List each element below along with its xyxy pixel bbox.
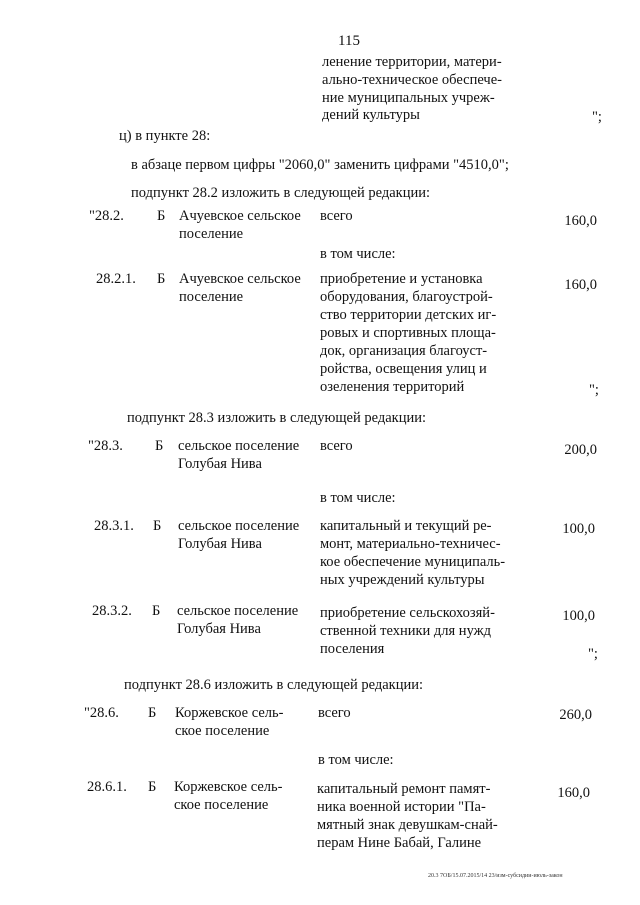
row-amount: 160,0 xyxy=(564,213,597,229)
item-heading: ц) в пункте 28: xyxy=(119,128,211,144)
row-purpose: ственной техники для нужд xyxy=(320,623,492,639)
row-name: Коржевское сель- xyxy=(174,779,283,795)
row-code: 28.2.1. xyxy=(96,271,136,287)
row-name: Ачуевское сельское xyxy=(179,208,301,224)
row-purpose: ника военной истории "Па- xyxy=(317,799,486,815)
row-name: сельское поселение xyxy=(178,438,300,454)
text-line: ально-техническое обеспече- xyxy=(322,72,502,88)
subpoint-intro: подпункт 28.3 изложить в следующей редакции: xyxy=(127,410,427,426)
row-code: "28.3. xyxy=(88,438,123,454)
row-letter: Б xyxy=(152,603,161,619)
row-name: Ачуевское сельское xyxy=(179,271,301,287)
including-label: в том числе: xyxy=(320,490,396,506)
row-purpose: док, организация благоуст- xyxy=(320,343,488,359)
row-purpose: капитальный ремонт памят- xyxy=(317,781,491,797)
row-letter: Б xyxy=(155,438,164,454)
row-name: поселение xyxy=(179,289,244,305)
row-amount: 260,0 xyxy=(559,707,592,723)
paragraph: в абзаце первом цифры "2060,0" заменить цифрами "4510,0"; xyxy=(131,157,509,173)
row-code: 28.3.1. xyxy=(94,518,134,534)
row-purpose: поселения xyxy=(320,641,385,657)
row-amount: 160,0 xyxy=(557,785,590,801)
closing-quote-mark: "; xyxy=(592,109,602,125)
row-purpose: монт, материально-техничес- xyxy=(320,536,501,552)
row-name: ское поселение xyxy=(174,797,269,813)
subpoint-intro: подпункт 28.2 изложить в следующей редакции: xyxy=(131,185,431,201)
subpoint-intro: подпункт 28.6 изложить в следующей редакции: xyxy=(124,677,424,693)
row-name: сельское поселение xyxy=(178,518,300,534)
row-purpose: приобретение сельскохозяй- xyxy=(320,605,495,621)
row-purpose: ройства, освещения улиц и xyxy=(320,361,487,377)
row-purpose: мятный знак девушкам-снай- xyxy=(317,817,498,833)
row-amount: 160,0 xyxy=(564,277,597,293)
row-letter: Б xyxy=(157,208,166,224)
row-purpose: оборудования, благоустрой- xyxy=(320,289,493,305)
row-code: "28.2. xyxy=(89,208,124,224)
page-number: 115 xyxy=(338,33,360,49)
row-purpose: приобретение и установка xyxy=(320,271,483,287)
row-purpose: ровых и спортивных площа- xyxy=(320,325,496,341)
row-purpose: всего xyxy=(320,208,353,224)
row-purpose: ство территории детских иг- xyxy=(320,307,497,323)
text-line: ленение территории, матери- xyxy=(322,54,502,70)
row-purpose: всего xyxy=(320,438,353,454)
including-label: в том числе: xyxy=(320,246,396,262)
row-name: Коржевское сель- xyxy=(175,705,284,721)
row-purpose: капитальный и текущий ре- xyxy=(320,518,492,534)
footer-file-reference: 20.3 7ОБ/15.07.2015/14 23/изм-субсидии-июль-закон xyxy=(428,873,563,879)
closing-quote-mark: "; xyxy=(589,382,599,398)
text-line: дений культуры xyxy=(322,107,420,123)
row-letter: Б xyxy=(148,705,157,721)
row-letter: Б xyxy=(157,271,166,287)
row-code: "28.6. xyxy=(84,705,119,721)
text-line: ние муниципальных учреж- xyxy=(322,90,495,106)
row-name: Голубая Нива xyxy=(177,621,261,637)
row-letter: Б xyxy=(148,779,157,795)
row-letter: Б xyxy=(153,518,162,534)
row-purpose: перам Нине Бабай, Галине xyxy=(317,835,482,851)
row-purpose: ных учреждений культуры xyxy=(320,572,485,588)
row-name: ское поселение xyxy=(175,723,270,739)
row-name: Голубая Нива xyxy=(178,536,262,552)
row-name: сельское поселение xyxy=(177,603,299,619)
row-purpose: всего xyxy=(318,705,351,721)
row-amount: 100,0 xyxy=(562,608,595,624)
row-name: поселение xyxy=(179,226,244,242)
row-purpose: озеленения территорий xyxy=(320,379,465,395)
row-purpose: кое обеспечение муниципаль- xyxy=(320,554,506,570)
including-label: в том числе: xyxy=(318,752,394,768)
row-amount: 100,0 xyxy=(562,521,595,537)
row-code: 28.6.1. xyxy=(87,779,127,795)
row-amount: 200,0 xyxy=(564,442,597,458)
row-name: Голубая Нива xyxy=(178,456,262,472)
row-code: 28.3.2. xyxy=(92,603,132,619)
closing-quote-mark: "; xyxy=(588,646,598,662)
